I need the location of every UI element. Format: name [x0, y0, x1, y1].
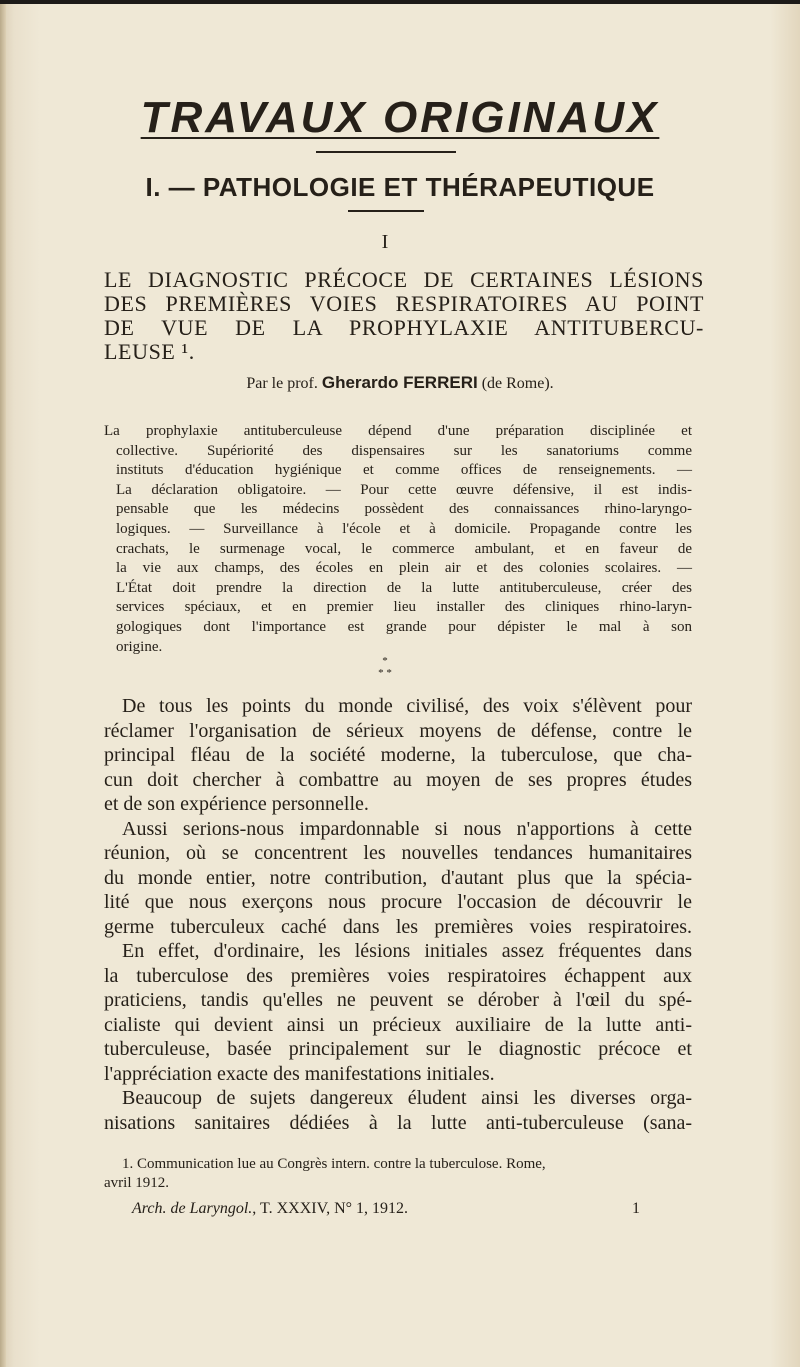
- author-name: Gherardo FERRERI: [321, 373, 478, 392]
- abstract-line: L'État doit prendre la direction de la lutte antituberculeuse, créer des: [116, 579, 692, 596]
- body-line: cialiste qui devient ainsi un précieux auxiliaire de la lutte anti-: [104, 1013, 692, 1036]
- body-line: du monde entier, notre contribution, d'autant plus que la spécia-: [104, 866, 692, 889]
- header-title: TRAVAUX ORIGINAUX: [140, 93, 660, 142]
- abstract: [104, 422, 692, 657]
- body-line: De tous les points du monde civilisé, des voix s'élèvent pour: [122, 695, 692, 717]
- abstract-line: La déclaration obligatoire. — Pour cette œuvre défensive, il est indis-: [116, 481, 692, 498]
- header-rule: [316, 151, 456, 153]
- section-heading: I. — PATHOLOGIE ET THÉRAPEUTIQUE: [145, 172, 655, 202]
- abstract-line: collective. Supériorité des dispensaires sur les sanatoriums comme: [116, 442, 692, 459]
- body-line: et de son expérience personnelle.: [104, 793, 369, 815]
- section-rule: [348, 210, 424, 212]
- section-separator: [0, 655, 770, 679]
- footnote-line: avril 1912.: [104, 1175, 169, 1191]
- abstract-line: crachats, le surmenage vocal, le commerce ambulant, et en faveur de: [116, 540, 692, 557]
- body-line: cun doit chercher à combattre au moyen de ses propres études: [104, 768, 692, 791]
- footer-volume: , T. XXXIV, N° 1, 1912.: [252, 1200, 409, 1217]
- article-number: I: [381, 231, 389, 253]
- body-line: praticiens, tandis qu'elles ne peuvent se dérober à l'œil du spé-: [104, 989, 692, 1011]
- body-line: germe tuberculeux caché dans les premières voies respiratoires.: [104, 915, 692, 938]
- separator-stars: * *: [378, 667, 392, 679]
- body-line: lité que nous exerçons nous procure l'occasion de découvrir le: [104, 891, 692, 913]
- body-line: réunion, où se concentrent les nouvelles tendances humanitaires: [104, 842, 692, 864]
- footnote: [104, 1155, 692, 1193]
- abstract-line: instituts d'éducation hygiénique et comme offices de renseignements. —: [116, 462, 692, 479]
- separator-star: *: [382, 655, 388, 667]
- page-footer: [132, 1199, 640, 1219]
- body-line: la tuberculose des premières voies respiratoires échappent aux: [104, 964, 692, 987]
- body-line: Aussi serions-nous impardonnable si nous n'apportions à cette: [122, 817, 692, 840]
- body-line: principal fléau de la société moderne, la tuberculose, que cha-: [104, 744, 692, 766]
- body-line: En effet, d'ordinaire, les lésions initiales assez fréquentes dans: [122, 940, 692, 962]
- top-rule: [0, 0, 800, 4]
- body-line: Beaucoup de sujets dangereux éludent ainsi les diverses orga-: [122, 1087, 692, 1109]
- abstract-line: gologiques dont l'importance est grande pour dépister le mal à son: [116, 618, 692, 635]
- body-line: l'appréciation exacte des manifestations initiales.: [104, 1062, 495, 1085]
- journal-section-header: [0, 92, 800, 144]
- body-line: nisations sanitaires dédiées à la lutte anti-tuberculeuse (sana-: [104, 1111, 692, 1134]
- body-line: réclamer l'organisation de sérieux moyens de défense, contre le: [104, 719, 692, 742]
- title-line: DES PREMIÈRES VOIES RESPIRATOIRES AU POINT: [104, 291, 704, 316]
- abstract-line: logiques. — Surveillance à l'école et à domicile. Propagande contre les: [116, 520, 692, 537]
- title-line: DE VUE DE LA PROPHYLAXIE ANTITUBERCU-: [104, 315, 704, 340]
- abstract-line: origine.: [116, 638, 163, 655]
- page-number: 1: [632, 1200, 640, 1217]
- abstract-line: services spéciaux, et en premier lieu installer des cliniques rhino-laryn-: [116, 599, 692, 616]
- title-line: LE DIAGNOSTIC PRÉCOCE DE CERTAINES LÉSIONS: [104, 267, 704, 292]
- footer-citation: [132, 1200, 408, 1217]
- footer-journal: Arch. de Laryngol.: [132, 1200, 253, 1217]
- article-title: [104, 268, 704, 364]
- abstract-line: La prophylaxie antituberculeuse dépend d'une préparation disciplinée et: [104, 423, 692, 439]
- title-line: LEUSE ¹.: [104, 339, 195, 364]
- page-spine-shadow: [0, 0, 6, 1367]
- author-suffix: (de Rome).: [481, 375, 554, 392]
- body-line: tuberculeuse, basée principalement sur le diagnostic précoce et: [104, 1038, 692, 1060]
- footnote-line: 1. Communication lue au Congrès intern. contre la tuberculose. Rome,: [122, 1156, 546, 1172]
- abstract-line: pensable que les médecins possèdent des connaissances rhino-laryngo-: [116, 501, 692, 518]
- body-text: [104, 694, 692, 1135]
- author-line: [0, 372, 800, 395]
- author-prefix: Par le prof.: [246, 375, 318, 392]
- abstract-line: la vie aux champs, des écoles en plein air et des colonies scolaires. —: [116, 560, 692, 577]
